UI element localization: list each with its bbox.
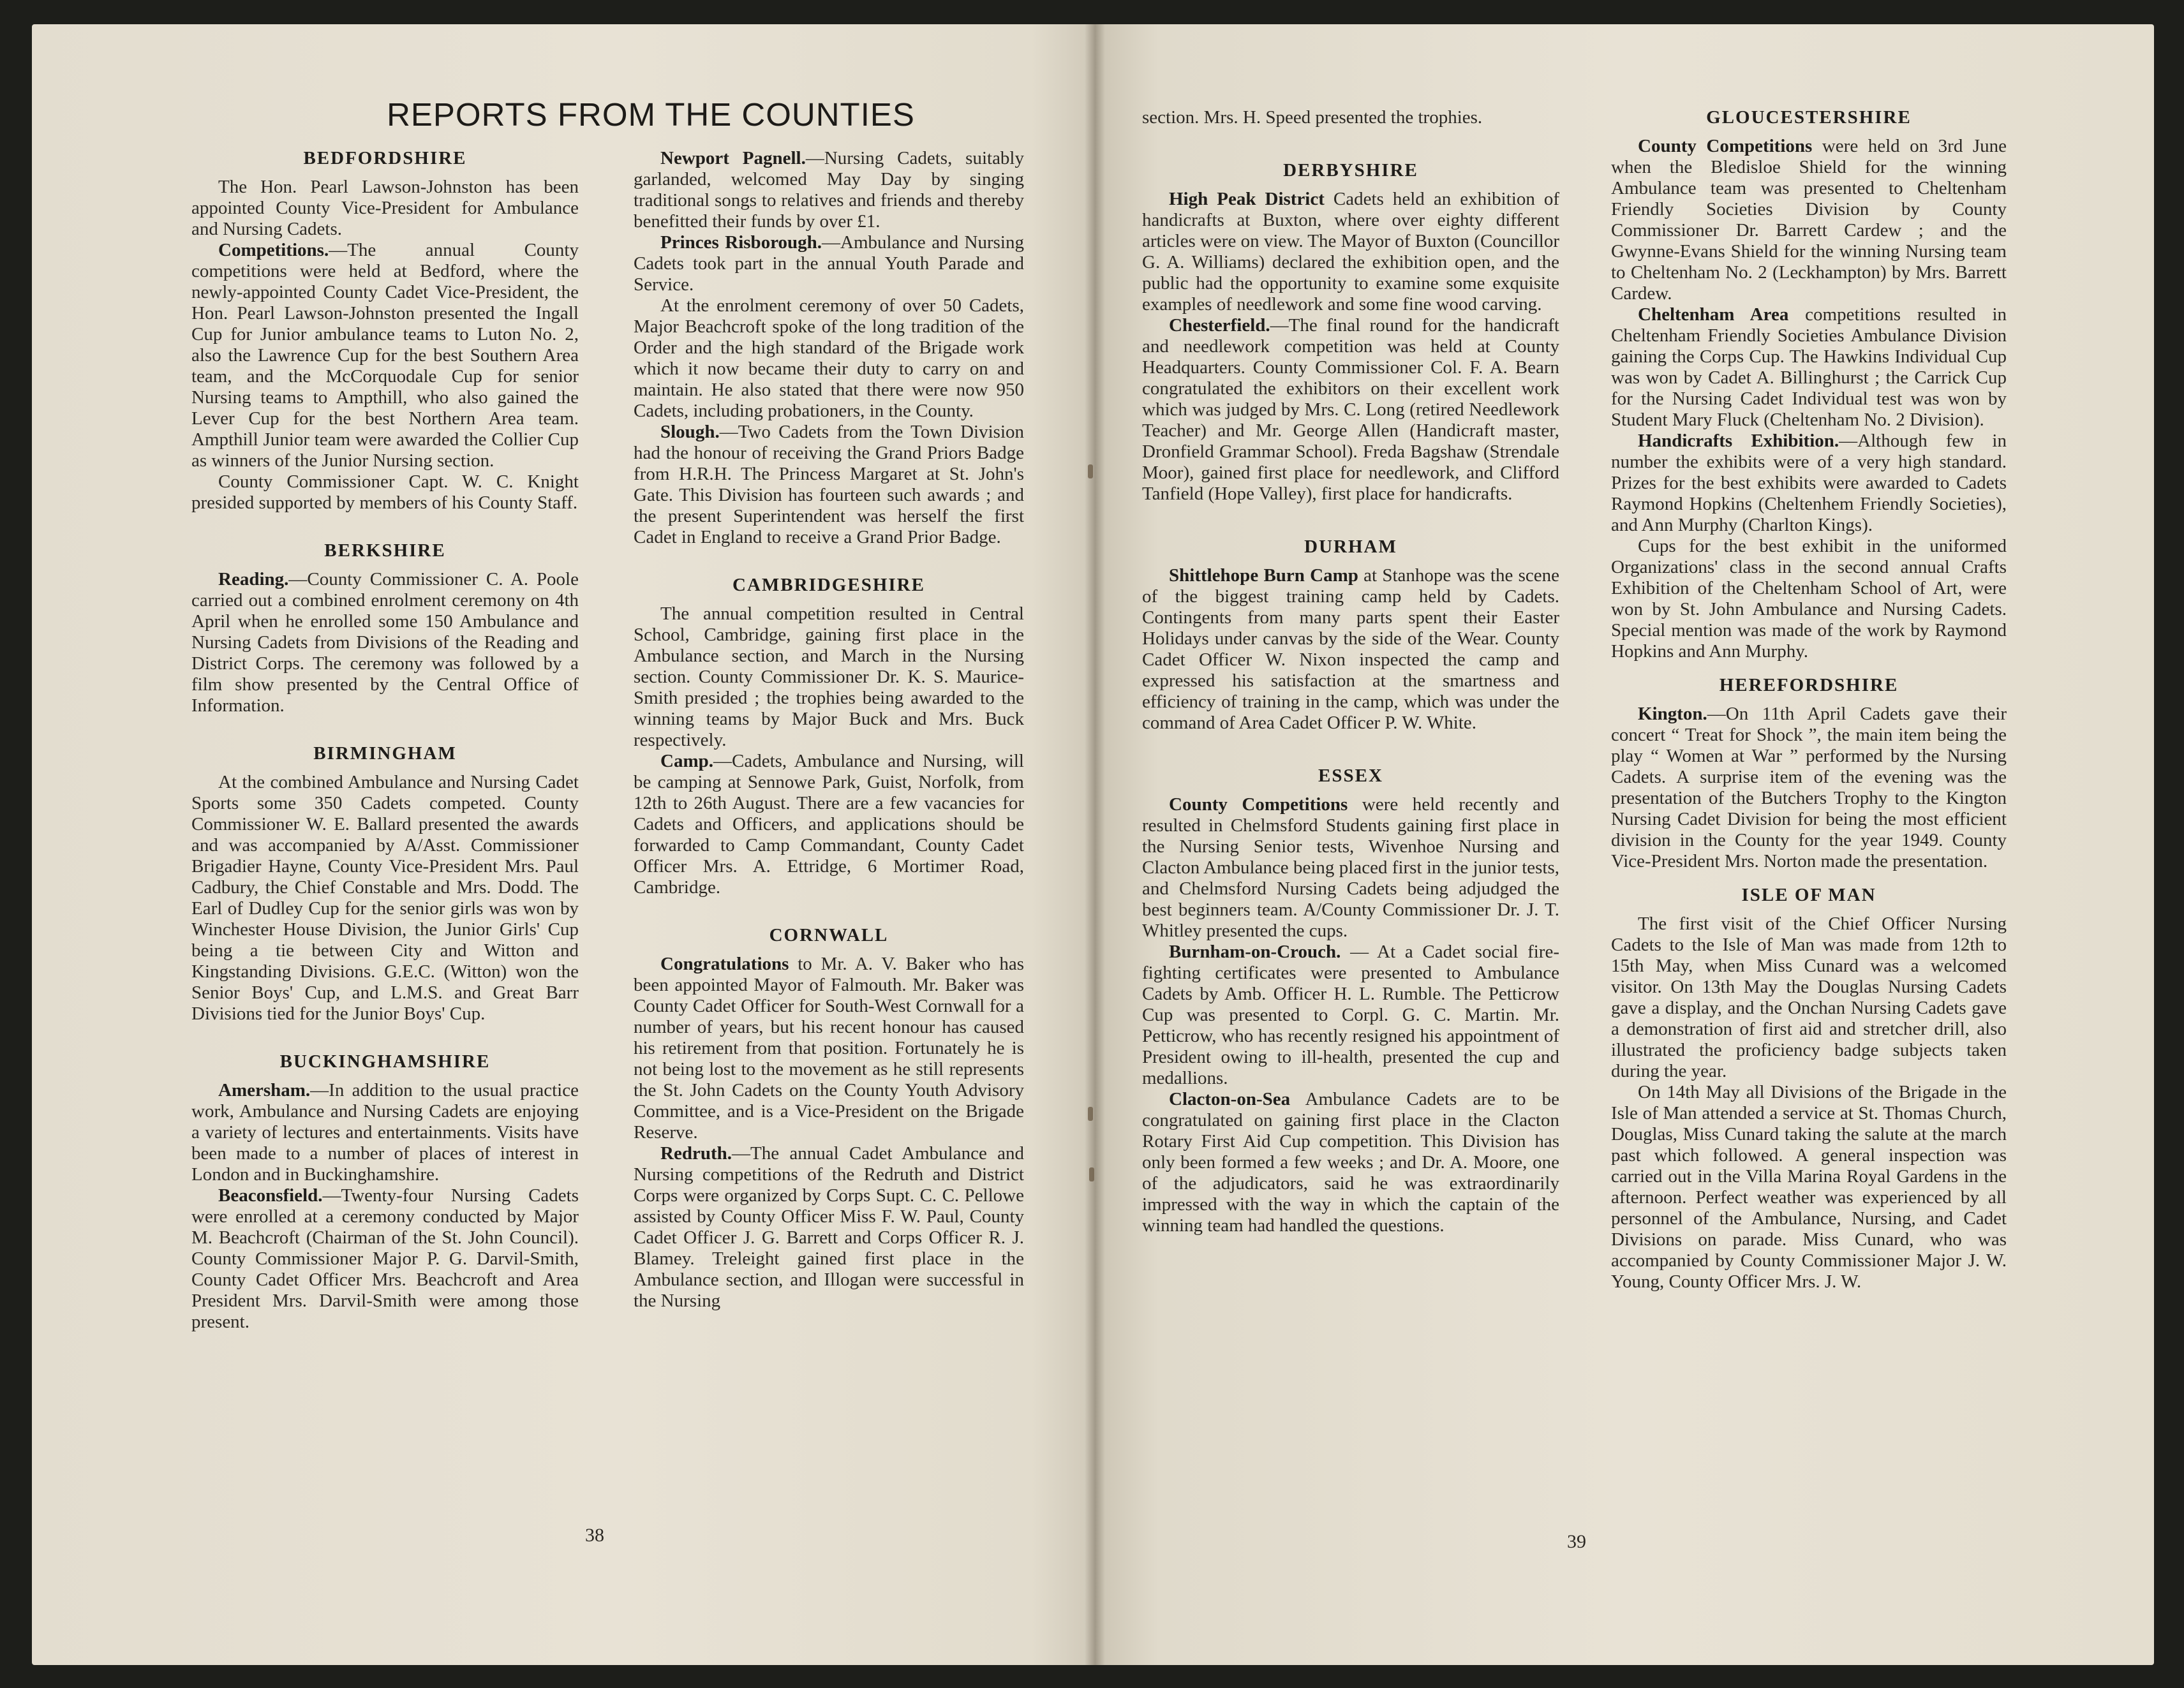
paragraph-text: Ambulance Cadets are to be congratulated on gaining first place in the Clacton Rotary First Aid Cup competition. This Division has only been formed a few weeks ; and Dr. A. Moore, one of the adjudicators, said he was extraordinarily impressed with the way in which the captain of the winning team had handled the questions. xyxy=(1142,1089,1559,1236)
paragraph-text: to Mr. A. V. Baker who has been appointed Mayor of Falmouth. Mr. Baker was County Cadet Officer for South-West Cornwall for a number of years, but his recent honour has caused his retirement from that position. Fortunately he is not being lost to the movement as he still represents the St. John Cadets on the County Youth Advisory Committee, and is a Vice-President on the Brigade Reserve. xyxy=(634,954,1024,1143)
article-paragraph xyxy=(634,751,1024,898)
column-1 xyxy=(191,148,579,1333)
paragraph-text: section. Mrs. H. Speed presented the trophies. xyxy=(1142,107,1483,128)
book-gutter xyxy=(1085,24,1105,1665)
article-paragraph xyxy=(191,1185,579,1333)
paragraph-text: The Hon. Pearl Lawson-Johnston has been appointed County Vice-President for Ambulance and Nursing Cadets. xyxy=(191,177,579,239)
binding-staple xyxy=(1089,1167,1094,1181)
paragraph-lead: Reading. xyxy=(218,569,289,589)
paragraph-text: —The final round for the handicraft and needlework competition was held at County Headquarters. County Commissioner Col. F. A. Bearn congratulated the exhibitors on their excellent work which was judged by Mrs. C. Long (retired Needlework Teacher) and Mr. George Allen (Handicraft master, Dronfield Grammar School). Freda Bagshaw (Strendale Moor), gained first place for needlework, and Clifford Tanfield (Hope Valley), first place for handicrafts. xyxy=(1142,315,1559,504)
paragraph-lead: Amersham. xyxy=(218,1080,311,1100)
article-paragraph xyxy=(1142,565,1559,734)
county-heading: GLOUCESTERSHIRE xyxy=(1706,107,1912,128)
paragraph-lead: Congratulations xyxy=(660,954,789,974)
article-paragraph xyxy=(1611,136,2007,304)
paragraph-lead: County Competitions xyxy=(1169,794,1348,815)
page-number-left: 38 xyxy=(585,1525,604,1546)
county-heading: DURHAM xyxy=(1304,537,1397,557)
page-number-right: 39 xyxy=(1567,1531,1586,1552)
paragraph-lead: Redruth. xyxy=(660,1143,732,1164)
paragraph-text: —Ambulance and Nursing Cadets took part in the annual Youth Parade and Service. xyxy=(634,232,1024,295)
page-header: REPORTS FROM THE COUNTIES xyxy=(387,96,915,133)
article-paragraph xyxy=(634,954,1024,1143)
paragraph-lead: Beaconsfield. xyxy=(218,1185,323,1206)
article-paragraph xyxy=(1611,431,2007,536)
paragraph-text: — At a Cadet social fire-fighting certificates were presented to Ambulance Cadets by Amb. Officer H. L. Rumble. The Petticrow Cup was presented to Corpl. G. C. Martin. Mr. Petticrow, who has recently resigned his appointment of President owing to ill-health, presented the cup and medallions. xyxy=(1142,942,1559,1088)
article-paragraph xyxy=(191,772,579,1025)
article-paragraph xyxy=(191,569,579,716)
article-paragraph xyxy=(1142,315,1559,505)
paragraph-text: —The annual Cadet Ambulance and Nursing competitions of the Redruth and District Corps were organized by Corps Supt. C. C. Pellowe assisted by County Officer Miss F. W. Paul, County Cadet Officer J. G. Barrett and Corps Officer R. J. Blamey. Treleight gained first place in the Ambulance section, and Illogan were successful in the Nursing xyxy=(634,1143,1024,1311)
county-heading: CAMBRIDGESHIRE xyxy=(732,575,925,595)
article-paragraph xyxy=(191,240,579,471)
paragraph-text: At the enrolment ceremony of over 50 Cadets, Major Beachcroft spoke of the long tradition of the Order and the high standard of the Brigade work which it now became their duty to carry on and maintain. He also stated that there were now 950 Cadets, including probationers, in the County. xyxy=(634,295,1024,421)
binding-staple xyxy=(1088,464,1093,478)
paragraph-lead: Chesterfield. xyxy=(1169,315,1270,336)
binding-staple xyxy=(1088,1107,1093,1121)
article-paragraph xyxy=(634,422,1024,548)
paragraph-text: at Stanhope was the scene of the biggest training camp held by Cadets. Contingents from many parts spent their Easter Holidays under canvas by the side of the Wear. County Cadet Officer W. Nixon inspected the camp and expressed his satisfaction at the smartness and efficiency of training in the camp, which was under the command of Area Cadet Officer P. W. White. xyxy=(1142,565,1559,733)
paragraph-lead: Princes Risborough. xyxy=(660,232,822,253)
paragraph-text: were held on 3rd June when the Bledisloe Shield for the winning Ambulance team was presented to Cheltenham Friendly Societies Division by County Commissioner Dr. Barrett Cardew ; and the Gwynne-Evans Shield for the winning Nursing team to Cheltenham No. 2 (Leckhampton) by Mrs. Barrett Cardew. xyxy=(1611,136,2007,304)
county-heading: BERKSHIRE xyxy=(324,540,446,561)
county-heading: BEDFORDSHIRE xyxy=(303,148,467,168)
article-paragraph xyxy=(191,1080,579,1185)
paragraph-text: —Twenty-four Nursing Cadets were enrolled at a ceremony conducted by Major M. Beachcroft (Chairman of the St. John Council). County Commissioner Major P. G. Darvil-Smith, County Cadet Officer Mrs. Beachcroft and Area President Mrs. Darvil-Smith were among those present. xyxy=(191,1185,579,1332)
paragraph-text: —Two Cadets from the Town Division had the honour of receiving the Grand Priors Badge from H.R.H. The Princess Margaret at St. John's Gate. This Division has fourteen such awards ; and the present Superintendent was herself the first Cadet in England to receive a Grand Prior Badge. xyxy=(634,422,1024,547)
paragraph-lead: Burnham-on-Crouch. xyxy=(1169,942,1341,962)
county-heading: CORNWALL xyxy=(769,925,889,945)
paragraph-lead: High Peak District xyxy=(1169,189,1325,209)
paragraph-lead: Camp. xyxy=(660,751,713,771)
paragraph-text: At the combined Ambulance and Nursing Cadet Sports some 350 Cadets competed. County Commissioner W. E. Ballard presented the awards and was accompanied by A/Asst. Commissioner Brigadier Hayne, County Vice-President Mrs. Paul Cadbury, the Chief Constable and Mrs. Dodd. The Earl of Dudley Cup for the senior girls was won by Winchester House Division, the Junior Girls' Cup being a tie between City and Witton and Kingstanding Divisions. G.E.C. (Witton) won the Senior Boys' Cup, and L.M.S. and Great Barr Divisions tied for the Junior Boys' Cup. xyxy=(191,772,579,1024)
paragraph-text: were held recently and resulted in Chelmsford Students gaining first place in the Nursing Senior tests, Wivenhoe Nursing and Clacton Ambulance being placed first in the junior tests, and Chelmsford Nursing Cadets being adjudged the best beginners team. A/County Commissioner Dr. J. T. Whitley presented the cups. xyxy=(1142,794,1559,941)
county-heading: BIRMINGHAM xyxy=(313,743,457,764)
article-paragraph xyxy=(1611,914,2007,1082)
paragraph-text: —Cadets, Ambulance and Nursing, will be camping at Sennowe Park, Guist, Norfolk, from 12th to 26th August. There are a few vacancies for Cadets and Officers, and applications should be forwarded to Camp Commandant, County Cadet Officer Mrs. A. Ettridge, 6 Mortimer Road, Cambridge. xyxy=(634,751,1024,898)
paragraph-text: The annual competition resulted in Central School, Cambridge, gaining first place in the Ambulance section, and March in the Nursing section. County Commissioner Dr. K. S. Maurice-Smith presided ; the trophies being awarded to the winning teams by Major Buck and Mrs. Buck respectively. xyxy=(634,603,1024,750)
article-paragraph xyxy=(1611,304,2007,431)
article-paragraph xyxy=(1142,189,1559,315)
county-heading: ESSEX xyxy=(1318,766,1383,786)
paragraph-text: —County Commissioner C. A. Poole carried out a combined enrolment ceremony on 4th April when he enrolled some 150 Ambulance and Nursing Cadets from Divisions of the Reading and District Corps. The ceremony was followed by a film show presented by the Central Office of Information. xyxy=(191,569,579,716)
paragraph-lead: Slough. xyxy=(660,422,720,442)
paragraph-text: competitions resulted in Cheltenham Friendly Societies Ambulance Division gaining the Corps Cup. The Hawkins Individual Cup was won by Cadet A. Billinghurst ; the Carrick Cup for the Nursing Cadet Individual test was won by Student Mary Fluck (Cheltenham No. 2 Division). xyxy=(1611,304,2007,430)
paragraph-text: County Commissioner Capt. W. C. Knight presided supported by members of his County Staff. xyxy=(191,471,579,513)
article-paragraph xyxy=(1142,942,1559,1089)
paragraph-lead: Shittlehope Burn Camp xyxy=(1169,565,1358,586)
article-paragraph xyxy=(1142,794,1559,942)
paragraph-lead: County Competitions xyxy=(1638,136,1813,156)
paragraph-text: On 14th May all Divisions of the Brigade in the Isle of Man attended a service at St. Thomas Church, Douglas, Miss Cunard taking the salute at the march past which followed. A general inspection was carried out in the Villa Marina Royal Gardens in the afternoon. Perfect weather was experienced by all personnel of the Ambulance, Nursing, and Cadet Divisions on parade. Miss Cunard, who was accompanied by County Commissioner Major J. W. Young, County Officer Mrs. J. W. xyxy=(1611,1082,2007,1292)
county-heading: BUCKINGHAMSHIRE xyxy=(279,1051,491,1072)
article-paragraph xyxy=(1142,1089,1559,1236)
county-heading: DERBYSHIRE xyxy=(1283,160,1418,181)
article-paragraph xyxy=(191,471,579,514)
column-2 xyxy=(634,148,1024,1312)
article-paragraph xyxy=(634,295,1024,422)
paragraph-text: Cadets held an exhibition of handicrafts at Buxton, where over eighty different articles were on view. The Mayor of Buxton (Councillor G. A. Williams) declared the exhibition open, and the public had the opportunity to examine some exquisite examples of needlework and some fine wood carving. xyxy=(1142,189,1559,315)
paragraph-lead: Competitions. xyxy=(218,240,329,260)
article-paragraph xyxy=(1611,704,2007,872)
article-paragraph xyxy=(1611,1082,2007,1292)
article-paragraph xyxy=(1611,536,2007,662)
paragraph-text: —In addition to the usual practice work, Ambulance and Nursing Cadets are enjoying a variety of lectures and entertainments. Visits have been made to a number of places of interest in London and in Buckinghamshire. xyxy=(191,1080,579,1185)
article-paragraph xyxy=(634,603,1024,751)
paragraph-lead: Clacton-on-Sea xyxy=(1169,1089,1291,1109)
article-paragraph xyxy=(634,148,1024,232)
paragraph-lead: Cheltenham Area xyxy=(1638,304,1789,325)
paragraph-text: Cups for the best exhibit in the uniformed Organizations' class in the second annual Crafts Exhibition of the Cheltenham School of Art, were won by St. John Ambulance and Nursing Cadets. Special mention was made of the work by Raymond Hopkins and Ann Murphy. xyxy=(1611,536,2007,662)
paragraph-text: —On 11th April Cadets gave their concert “ Treat for Shock ”, the main item being the play “ Women at War ” performed by the Nursing Cadets. A surprise item of the evening was the presentation of the Butchers Trophy to the Kington Nursing Cadet Division for being the most efficient division in the County for the year 1949. County Vice-President Mrs. Norton made the presentation. xyxy=(1611,704,2007,871)
county-heading: HEREFORDSHIRE xyxy=(1719,675,1899,695)
column-3 xyxy=(1142,107,1559,1236)
article-paragraph xyxy=(191,177,579,240)
paragraph-text: The first visit of the Chief Officer Nursing Cadets to the Isle of Man was made from 12th to 15th May, when Miss Cunard was a welcomed visitor. On 13th May the Douglas Nursing Cadets gave a display, and the Onchan Nursing Cadets gave a demonstration of first aid and stretcher drill, also illustrated the proficiency badge subjects taken during the year. xyxy=(1611,914,2007,1081)
paragraph-lead: Newport Pagnell. xyxy=(660,148,806,168)
county-heading: ISLE OF MAN xyxy=(1741,885,1876,905)
paragraph-text: —Nursing Cadets, suitably garlanded, welcomed May Day by singing traditional songs to relatives and friends and thereby benefitted their funds by over £1. xyxy=(634,148,1024,232)
article-paragraph xyxy=(634,232,1024,295)
column-4 xyxy=(1611,107,2007,1292)
paragraph-lead: Handicrafts Exhibition. xyxy=(1638,431,1839,451)
paragraph-lead: Kington. xyxy=(1638,704,1707,724)
paragraph-text: —Although few in number the exhibits were of a very high standard. Prizes for the best exhibits were awarded to Cadets Raymond Hopkins (Cheltenhem Friendly Societies), and Ann Murphy (Charlton Kings). xyxy=(1611,431,2007,535)
article-paragraph xyxy=(1142,107,1559,128)
article-paragraph xyxy=(634,1143,1024,1312)
paragraph-text: —The annual County competitions were held at Bedford, where the newly-appointed County Cadet Vice-President, the Hon. Pearl Lawson-Johnston presented the Ingall Cup for Junior ambulance teams to Luton No. 2, also the Lawrence Cup for the best Southern Area team, and the McCorquodale Cup for senior Nursing teams to Ampthill, who also gained the Lever Cup for the best Northern Area team. Ampthill Junior team were awarded the Collier Cup as winners of the Junior Nursing section. xyxy=(191,240,579,471)
